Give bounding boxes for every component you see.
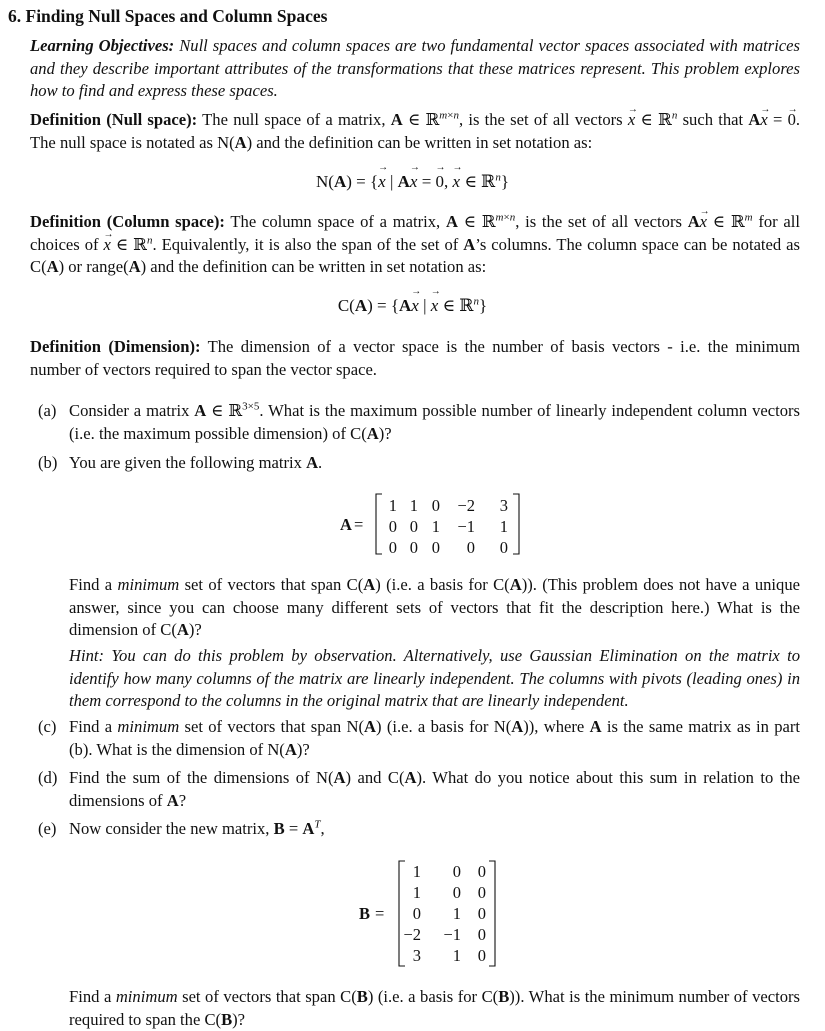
matrix-a-cell-r0-c1: 1 bbox=[409, 496, 418, 515]
def-col-text-5: ’s columns. The column space can be notated as C( bbox=[30, 234, 800, 276]
objectives-label: Learning Objectives: bbox=[30, 36, 175, 55]
matrix-b-cell-r2-c2: 0 bbox=[477, 904, 486, 923]
matrix-b-cell-r0-c2: 0 bbox=[477, 862, 486, 881]
part-e: (e) Now consider the new matrix, $B = A^T$, bbox=[38, 818, 800, 841]
part-b-q-5: )? bbox=[188, 620, 202, 639]
matrix-a bbox=[330, 490, 530, 560]
matrix-a-cell-r1-c0: 0 bbox=[388, 517, 397, 536]
def-col-text-3: for all choices of bbox=[30, 212, 801, 254]
part-c-text-2: set of vectors that span N( bbox=[184, 717, 365, 736]
definition-dimension bbox=[30, 336, 800, 381]
part-a: (a) Consider a matrix A ∈ ℝ$^{3\times 5}$. What is the maximum possible number of linearly independent column vectors (i.e. the maximum possible dimension) of C(A)? bbox=[38, 400, 800, 443]
part-e-q-5: )? bbox=[232, 1009, 246, 1029]
part-c-text-4: )), where bbox=[523, 717, 585, 736]
part-d: (d) Find the sum of the dimensions of N(A) and C(A). What do you notice about this sum in relation to the dimensions of A? bbox=[38, 768, 800, 810]
def-dim-label: Definition (Dimension): bbox=[30, 337, 201, 356]
part-c-text-3: ) (i.e. a basis for N( bbox=[376, 717, 512, 736]
part-c: (c) Find a minimum set of vectors that span N(A) (i.e. a basis for N(A)), where A is the same matrix as in part (b). What is the dimension of N(A)? bbox=[38, 717, 801, 759]
part-e-q-3: ) (i.e. a basis for C( bbox=[367, 987, 499, 1006]
def-null-text-2: , is the set of all vectors bbox=[458, 110, 623, 129]
matrix-a-cell-r2-c4: 0 bbox=[499, 538, 508, 557]
matrix-b-cell-r2-c0: 0 bbox=[412, 904, 421, 923]
part-c-text-6: )? bbox=[296, 739, 310, 759]
part-b-question: Find a minimum set of vectors that span C(A) (i.e. a basis for C(A)). (This problem does not have a unique answer, since you can choose many different sets of vectors that fit the description here.) What is the dimension of C(A)? bbox=[69, 575, 800, 639]
matrix-a-cell-r2-c0: 0 bbox=[388, 538, 397, 557]
matrix-b-cell-r3-c2: 0 bbox=[477, 925, 486, 944]
part-c-text-1: Find a bbox=[69, 717, 113, 736]
def-col-text: The column space of a matrix, bbox=[230, 212, 441, 231]
matrix-b-cell-r3-c1: −1 bbox=[443, 925, 461, 944]
matrix-a-cell-r0-c4: 3 bbox=[499, 496, 508, 515]
def-null-text-4: . The null space is notated as N( bbox=[30, 110, 801, 152]
def-col-text-7: ) and the definition can be written in set notation as: bbox=[140, 257, 487, 276]
matrix-a-cell-r0-c2: 0 bbox=[431, 496, 440, 515]
matrix-a-equals: = bbox=[354, 515, 364, 534]
part-c-text-5: is the same matrix as in part (b). What is the dimension of N( bbox=[69, 717, 801, 759]
part-b: (b) You are given the following matrix A. bbox=[38, 452, 800, 475]
matrix-b-cell-r1-c0: 1 bbox=[412, 883, 421, 902]
part-e-text-1: Now consider the new matrix, bbox=[69, 819, 270, 838]
matrix-a-name: A bbox=[340, 515, 352, 534]
matrix-b-cell-r4-c2: 0 bbox=[477, 946, 486, 965]
matrix-b-cell-r1-c1: 0 bbox=[452, 883, 461, 902]
matrix-a-cell-r2-c3: 0 bbox=[466, 538, 475, 557]
part-c-label: (c) bbox=[38, 717, 57, 736]
part-b-q-min: minimum bbox=[117, 575, 180, 594]
part-b-text: You are given the following matrix bbox=[69, 453, 302, 472]
def-null-label: Definition (Null space): bbox=[30, 110, 198, 129]
definition-null-space: Definition (Null space): The null space of a matrix, A ∈ ℝ$^{m\times n}$, is the set of all vectors x → ∈ ℝ$^n$ such that Ax → = 0 →. The null space is notated as N(A) and the definition can be written in set notation as: bbox=[30, 109, 800, 154]
def-col-text-6: ) or range( bbox=[58, 257, 129, 276]
part-d-text-4: ? bbox=[178, 790, 187, 810]
matrix-a-cell-r1-c1: 0 bbox=[409, 517, 418, 536]
def-null-text-3: such that bbox=[682, 110, 744, 129]
matrix-a-cell-r0-c0: 1 bbox=[388, 496, 397, 515]
part-d-label: (d) bbox=[38, 768, 58, 787]
part-d-text-3: ). What do you notice about this sum in relation to the dimensions of bbox=[69, 768, 800, 810]
matrix-b-right-bracket bbox=[489, 861, 495, 966]
part-b-q-3: ) (i.e. a basis for C( bbox=[375, 575, 510, 594]
matrix-b-cell-r3-c0: −2 bbox=[403, 925, 421, 944]
objectives-text: Null spaces and column spaces are two fundamental vector spaces associated with matrices and they describe important attributes of the transformations that these matrices represent. This problem explores how to find and express these spaces. bbox=[30, 36, 800, 100]
part-b-q-2: set of vectors that span C( bbox=[184, 575, 364, 594]
part-b-label: (b) bbox=[38, 453, 58, 472]
column-space-formula: C(A) = {Ax → | x → ∈ ℝ$^n$} bbox=[0, 296, 825, 316]
matrix-a-cell-r1-c4: 1 bbox=[499, 517, 508, 536]
matrix-b-equals: = bbox=[375, 904, 385, 923]
learning-objectives bbox=[30, 35, 800, 103]
part-d-text-1: Find the sum of the dimensions of N( bbox=[69, 768, 334, 787]
matrix-a-cell-r2-c2: 0 bbox=[431, 538, 440, 557]
matrix-a-cell-r1-c2: 1 bbox=[431, 517, 440, 536]
part-b-q-1: Find a bbox=[69, 575, 113, 594]
def-dim-text: The dimension of a vector space is the number of basis vectors - i.e. the minimum number of vectors required to span the vector space. bbox=[30, 337, 800, 379]
part-e-q-1: Find a bbox=[69, 987, 112, 1006]
matrix-b-cell-r0-c0: 1 bbox=[412, 862, 421, 881]
matrix-b bbox=[355, 858, 515, 970]
def-null-text-5: ) and the definition can be written in set notation as: bbox=[246, 132, 593, 152]
part-a-label: (a) bbox=[38, 401, 57, 420]
part-a-text: Consider a matrix bbox=[69, 401, 190, 420]
matrix-a-left-bracket bbox=[376, 494, 382, 554]
part-b-hint: Hint: You can do this problem by observation. Alternatively, use Gaussian Elimination on the matrix to identify how many columns of the matrix are linearly independent. The columns with pivots (leading ones) in them correspond to the columns in the original matrix that are linearly independent. bbox=[69, 646, 800, 710]
matrix-a-cell-r0-c3: −2 bbox=[457, 496, 475, 515]
part-e-text-2: , bbox=[320, 819, 325, 838]
matrix-b-cell-r1-c2: 0 bbox=[477, 883, 486, 902]
part-e-question: Find a minimum set of vectors that span C(B) (i.e. a basis for C(B)). What is the minimum number of vectors required to span the C(B)? bbox=[69, 987, 800, 1029]
def-col-label: Definition (Column space): bbox=[30, 212, 225, 231]
def-col-text-4: . Equivalently, it is also the span of the set of bbox=[152, 234, 459, 254]
matrix-b-left-bracket bbox=[399, 861, 405, 966]
definition-column-space: Definition (Column space): The column space of a matrix, A ∈ ℝ$^{m\times n}$, is the set of all vectors Ax → ∈ ℝ$^m$ for all choices of x → ∈ ℝ$^n$. Equivalently, it is also the span of the set of A’s columns. The column space can be notated as C(A) or range(A) and the definition can be written in set notation as: bbox=[30, 211, 800, 279]
matrix-b-cell-r4-c0: 3 bbox=[412, 946, 421, 965]
matrix-b-cell-r0-c1: 0 bbox=[452, 862, 461, 881]
def-null-text: The null space of a matrix, bbox=[202, 110, 386, 129]
part-a-text-2: . What is the maximum possible number of linearly independent column vectors (i.e. the maximum possible dimension) of C( bbox=[69, 401, 800, 443]
matrix-b-cell-r4-c1: 1 bbox=[452, 946, 461, 965]
part-e-label: (e) bbox=[38, 819, 57, 838]
part-c-min: minimum bbox=[117, 717, 180, 736]
part-a-text-3: )? bbox=[378, 423, 392, 443]
matrix-b-cell-r2-c1: 1 bbox=[452, 904, 461, 923]
part-d-text-2: ) and C( bbox=[345, 768, 405, 787]
matrix-a-cell-r1-c3: −1 bbox=[457, 517, 475, 536]
problem-title: 6. Finding Null Spaces and Column Spaces bbox=[8, 6, 328, 26]
part-b-q-4: )). (This problem does not have a unique answer, since you can choose many different sets of vectors that fit the description here.) What is the dimension of C( bbox=[69, 575, 800, 639]
matrix-b-name: B bbox=[359, 904, 371, 923]
def-col-text-2: , is the set of all vectors bbox=[515, 212, 682, 231]
null-space-formula: N(A) = {x → | Ax → = 0 →, x → ∈ ℝ$^n$} bbox=[0, 172, 825, 192]
part-e-q-4: )). What is the minimum number of vectors required to span the C( bbox=[69, 987, 800, 1029]
part-e-q-2: set of vectors that span C( bbox=[182, 987, 357, 1006]
matrix-a-cell-r2-c1: 0 bbox=[409, 538, 418, 557]
part-e-q-min: minimum bbox=[115, 987, 178, 1006]
matrix-a-right-bracket bbox=[513, 494, 519, 554]
